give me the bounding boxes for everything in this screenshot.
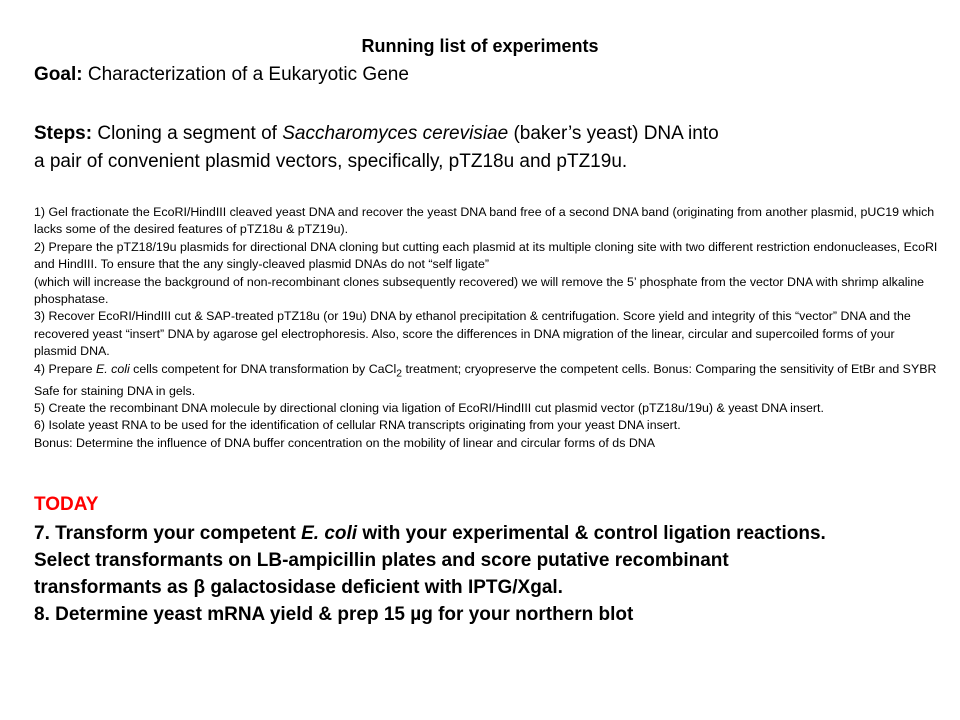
goal-label: Goal:	[34, 64, 83, 85]
page-title: Running list of experiments	[361, 36, 599, 56]
item4-subscript: 2	[396, 368, 402, 380]
steps-part2: (baker’s yeast) DNA into	[508, 123, 719, 144]
item4-italic: E. coli	[95, 361, 130, 376]
steps-block	[34, 120, 934, 176]
list-item	[34, 361, 939, 400]
step7-italic: E. coli	[301, 523, 358, 544]
list-item: 1) Gel fractionate the EcoRI/HindIII cleaved yeast DNA and recover the yeast DNA band free of a second DNA band (originating from another plasmid, pUC19 which lacks some of the desired features of pTZ18u & pTZ19u).	[34, 205, 935, 237]
list-item: 2) Prepare the pTZ18/19u plasmids for directional DNA cloning but cutting each plasmid at its multiple cloning site with two different restriction endonucleases, EcoRI and HindIII. To ensure that the any singly-cleaved plasmid DNAs do not “self ligate”	[34, 239, 938, 272]
today-label: TODAY	[34, 494, 99, 515]
list-item: 3) Recover EcoRI/HindIII cut & SAP-treated pTZ18u (or 19u) DNA by ethanol precipitation & centrifugation. Score yield and integrity of this “vector” DNA and the recovered yeast “insert” DNA by agarose gel electrophoresis. Also, score the differences in DNA migration of the linear, circular and supercoiled forms of your plasmid DNA.	[34, 309, 911, 359]
list-item: 6) Isolate yeast RNA to be used for the identification of cellular RNA transcripts originating from your yeast DNA insert.	[34, 418, 681, 433]
item4-pre: 4) Prepare	[34, 361, 96, 376]
step8-line: 8. Determine yeast mRNA yield & prep 15 µg for your northern blot	[34, 604, 634, 625]
list-item: Bonus: Determine the influence of DNA buffer concentration on the mobility of linear and circular forms of ds DNA	[34, 435, 655, 450]
goal-line	[34, 64, 409, 86]
step7-line3: transformants as β galactosidase deficient with IPTG/Xgal.	[34, 577, 563, 598]
steps-part1: Cloning a segment of	[92, 123, 283, 144]
goal-text: Characterization of a Eukaryotic Gene	[82, 64, 409, 85]
list-item: (which will increase the background of non-recombinant clones subsequently recovered) we will remove the 5’ phosphate from the vector DNA with shrimp alkaline phosphatase.	[34, 274, 925, 307]
step7-pre: 7. Transform your competent	[34, 523, 302, 544]
step7-line2: Select transformants on LB-ampicillin plates and score putative recombinant	[34, 550, 729, 571]
item4-post: treatment; cryopreserve the competent cells. Bonus: Comparing the sensitivity of EtBr and SYBR Safe for staining DNA in gels.	[34, 361, 937, 398]
current-steps	[34, 520, 944, 628]
item4-mid: cells competent for DNA transformation by CaCl	[129, 361, 397, 376]
step7-line1	[34, 520, 944, 547]
list-item: 5) Create the recombinant DNA molecule by directional cloning via ligation of EcoRI/HindIII cut plasmid vector (pTZ18u/19u) & yeast DNA insert.	[34, 400, 824, 415]
steps-line2: a pair of convenient plasmid vectors, specifically, pTZ18u and pTZ19u.	[34, 151, 628, 172]
step7-post: with your experimental & control ligation reactions.	[357, 523, 826, 544]
species-name: Saccharomyces cerevisiae	[282, 123, 509, 144]
experiment-list	[34, 204, 939, 452]
steps-label: Steps:	[34, 123, 93, 144]
